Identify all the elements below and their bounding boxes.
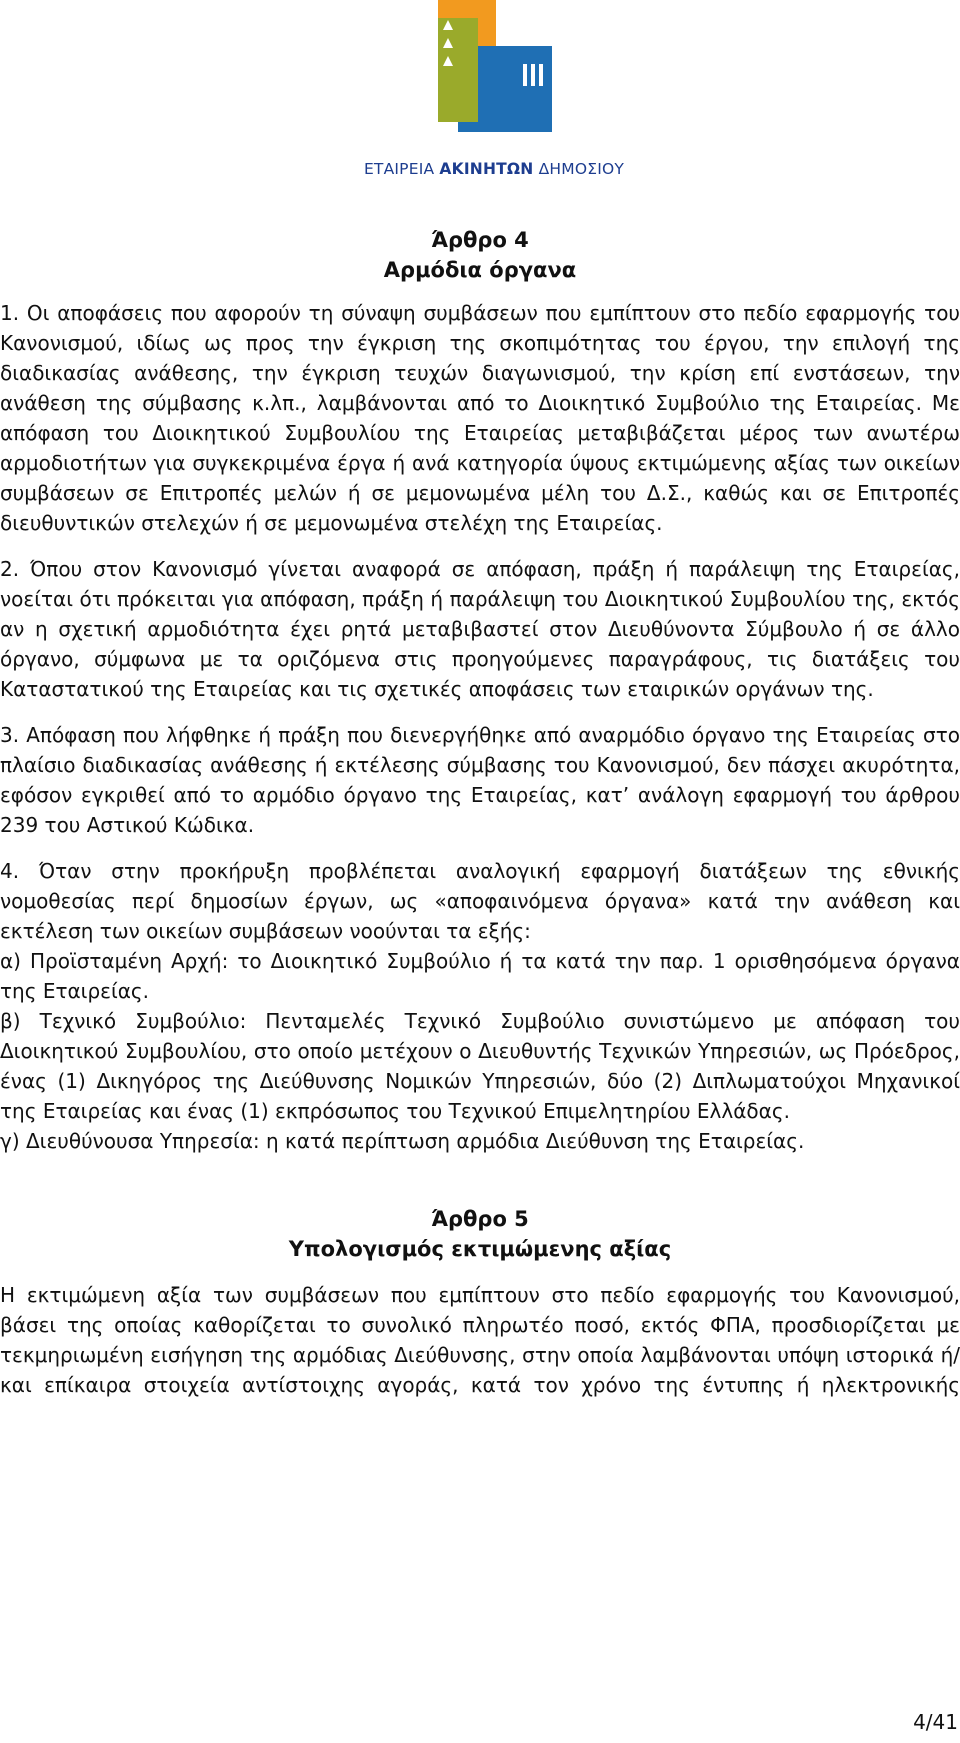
article-4-paragraph-4-intro: 4. Όταν στην προκήρυξη προβλέπεται αναλογική εφαρμογή διατάξεων της εθνικής νομοθεσίας περί δημοσίων έργων, ως «αποφαινόμενα όργανα» κατά την ανάθεση και εκτέλεση των οικείων συμβάσεων νοούνται τα εξής: (0, 859, 960, 943)
logo-text-suffix: ΔΗΜΟΣΙΟΥ (533, 160, 625, 178)
logo-text-bold: ΑΚΙΝΗΤΩΝ (439, 160, 534, 178)
page-number: 4/41 (913, 1710, 958, 1734)
article-5-title: Υπολογισμός εκτιμώμενης αξίας (288, 1237, 672, 1261)
article-4-paragraph-1: 1. Οι αποφάσεις που αφορούν τη σύναψη συμβάσεων που εμπίπτουν στο πεδίο εφαρμογής του Κανονισμού, ιδίως ως προς την έγκριση της σκοπιμότητας του έργου, την επιλογή της διαδικασίας ανάθεσης, την έγκριση τευχών διαγωνισμού, την κρίση επί ενστάσεων, την ανάθεση της σύμβασης κ.λπ., λαμβάνονται από το Διοικητικό Συμβούλιο της Εταιρείας. Με απόφαση του Διοικητικού Συμβουλίου της Εταιρείας μεταβιβάζεται μέρος των ανωτέρω αρμοδιοτήτων για συγκεκριμένα έργα ή ανά κατηγορία ύψους εκτιμώμενης αξίας των οικείων συμβάσεων σε Επιτροπές μελών ή σε μεμονωμένα μέλη του Δ.Σ., καθώς και σε Επιτροπές διευθυντικών στελεχών ή σε μεμονωμένα στελέχη της Εταιρείας. (0, 301, 960, 535)
article-4-number: Άρθρο 4 (431, 228, 529, 252)
logo-mark-icon (428, 0, 568, 145)
article-4-title: Αρμόδια όργανα (383, 258, 577, 282)
logo-text-prefix: ΕΤΑΙΡΕΙΑ (363, 160, 440, 178)
article-4-paragraph-2: 2. Όπου στον Κανονισμό γίνεται αναφορά σε απόφαση, πράξη ή παράλειψη της Εταιρείας, νοείται ότι πρόκειται για απόφαση, πράξη ή παράλειψη του Διοικητικού Συμβουλίου της, εκτός αν η σχετική αρμοδιότητα έχει ρητά μεταβιβαστεί στον Διευθύνοντα Σύμβουλο ή σε άλλο όργανο, σύμφωνα με τα οριζόμενα στις προηγούμενες παραγράφους, τις διατάξεις του Καταστατικού της Εταιρείας και τις σχετικές αποφάσεις των εταιρικών οργάνων της. (0, 557, 960, 701)
logo-text (360, 160, 628, 178)
article-5-number: Άρθρο 5 (431, 1207, 529, 1231)
article-5-paragraph: Η εκτιμώμενη αξία των συμβάσεων που εμπίπτουν στο πεδίο εφαρμογής του Κανονισμού, βάσει της οποίας καθορίζεται το συνολικό πληρωτέο ποσό, εκτός ΦΠΑ, προσδιορίζεται με τεκμηριωμένη εισήγηση της αρμόδιας Διεύθυνσης, στην οποία λαμβάνονται υπόψη ιστορικά ή/και επίκαιρα στοιχεία αντίστοιχης αγοράς, κατά τον χρόνο της έντυπης ή ηλεκτρονικής (0, 1283, 960, 1397)
article-4-item-b: β) Τεχνικό Συμβούλιο: Πενταμελές Τεχνικό Συμβούλιο συνιστώμενο με απόφαση του Διοικητικού Συμβουλίου, στο οποίο μετέχουν ο Διευθυντής Τεχνικών Υπηρεσιών, ως Πρόεδρος, ένας (1) Δικηγόρος της Διεύθυνσης Νομικών Υπηρεσιών, δύο (2) Διπλωματούχοι Μηχανικοί της Εταιρείας και ένας (1) εκπρόσωπος του Τεχνικού Επιμελητηρίου Ελλάδας. (0, 1009, 960, 1123)
article-4-item-a: α) Προϊσταμένη Αρχή: το Διοικητικό Συμβούλιο ή τα κατά την παρ. 1 ορισθησόμενα όργανα της Εταιρείας. (0, 949, 960, 1003)
document-body (0, 225, 960, 1400)
article-4-paragraph-3: 3. Απόφαση που λήφθηκε ή πράξη που διενεργήθηκε από αναρμόδιο όργανο της Εταιρείας στο πλαίσιο διαδικασίας ανάθεσης ή εκτέλεσης σύμβασης του Κανονισμού, δεν πάσχει ακυρότητα, εφόσον εγκριθεί από το αρμόδιο όργανο της Εταιρείας, κατ’ ανάλογη εφαρμογή του άρθρου 239 του Αστικού Κώδικα. (0, 723, 960, 837)
company-logo (360, 0, 628, 186)
article-4-item-c: γ) Διευθύνουσα Υπηρεσία: η κατά περίπτωση αρμόδια Διεύθυνση της Εταιρείας. (0, 1129, 805, 1153)
